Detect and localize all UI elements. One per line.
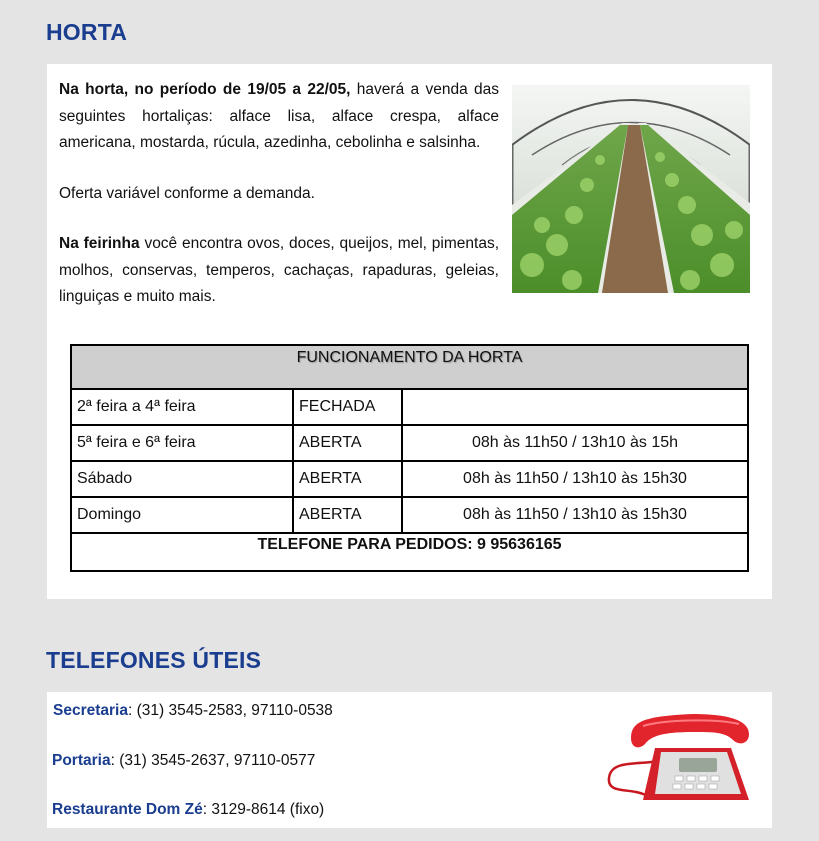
- schedule-table: [70, 344, 749, 572]
- order-phone: TELEFONE PARA PEDIDOS: 9 95636165: [71, 533, 748, 571]
- contact-secretaria: [53, 702, 333, 720]
- row-hours: 08h às 11h50 / 13h10 às 15h30: [402, 461, 748, 497]
- row-days: Domingo: [71, 497, 293, 533]
- telefones-card: [47, 692, 772, 828]
- row-status: ABERTA: [293, 425, 402, 461]
- schedule-footer-row: [71, 533, 748, 571]
- contact-name: Portaria: [52, 752, 111, 769]
- contact-numbers: : (31) 3545-2583, 97110-0538: [127, 702, 333, 719]
- contact-portaria: [52, 752, 315, 770]
- table-row: [71, 389, 748, 425]
- contact-name: Restaurante Dom Zé: [52, 801, 203, 818]
- schedule-header: FUNCIONAMENTO DA HORTA: [71, 345, 748, 389]
- row-status: FECHADA: [293, 389, 402, 425]
- red-telephone-icon: [603, 708, 753, 806]
- row-days: Sábado: [71, 461, 293, 497]
- contact-numbers: : 3129-8614 (fixo): [202, 801, 325, 818]
- feirinha-bold: Na feirinha: [59, 235, 140, 252]
- feirinha-text: você encontra ovos, doces, queijos, mel, pimentas, molhos, conservas, temperos, cachaças, rapaduras, geleias, linguiças e muito mais.: [59, 235, 500, 305]
- feirinha-paragraph: [59, 231, 499, 311]
- telefones-title: TELEFONES ÚTEIS: [46, 647, 262, 673]
- horta-card: [47, 64, 772, 599]
- row-status: ABERTA: [293, 461, 402, 497]
- intro-paragraph: [59, 77, 499, 157]
- horta-title: HORTA: [46, 19, 128, 45]
- row-days: 2ª feira a 4ª feira: [71, 389, 293, 425]
- row-hours: 08h às 11h50 / 13h10 às 15h30: [402, 497, 748, 533]
- row-hours: [402, 389, 748, 425]
- row-days: 5ª feira e 6ª feira: [71, 425, 293, 461]
- horta-intro: [59, 77, 499, 311]
- contact-restaurante: [52, 801, 324, 819]
- table-row: [71, 461, 748, 497]
- schedule-header-row: [71, 345, 748, 389]
- greenhouse-photo: [512, 85, 750, 293]
- contact-numbers: : (31) 3545-2637, 97110-0577: [110, 752, 316, 769]
- table-row: [71, 497, 748, 533]
- contact-name: Secretaria: [53, 702, 128, 719]
- offer-paragraph: Oferta variável conforme a demanda.: [59, 184, 315, 202]
- table-row: [71, 425, 748, 461]
- intro-bold: Na horta, no período de 19/05 a 22/05,: [59, 81, 351, 98]
- intro-text: haverá a venda das seguintes hortaliças: alface lisa, alface crespa, alface americana, mostarda, rúcula, azedinha, cebolinha e salsinha.: [59, 81, 500, 151]
- row-status: ABERTA: [293, 497, 402, 533]
- row-hours: 08h às 11h50 / 13h10 às 15h: [402, 425, 748, 461]
